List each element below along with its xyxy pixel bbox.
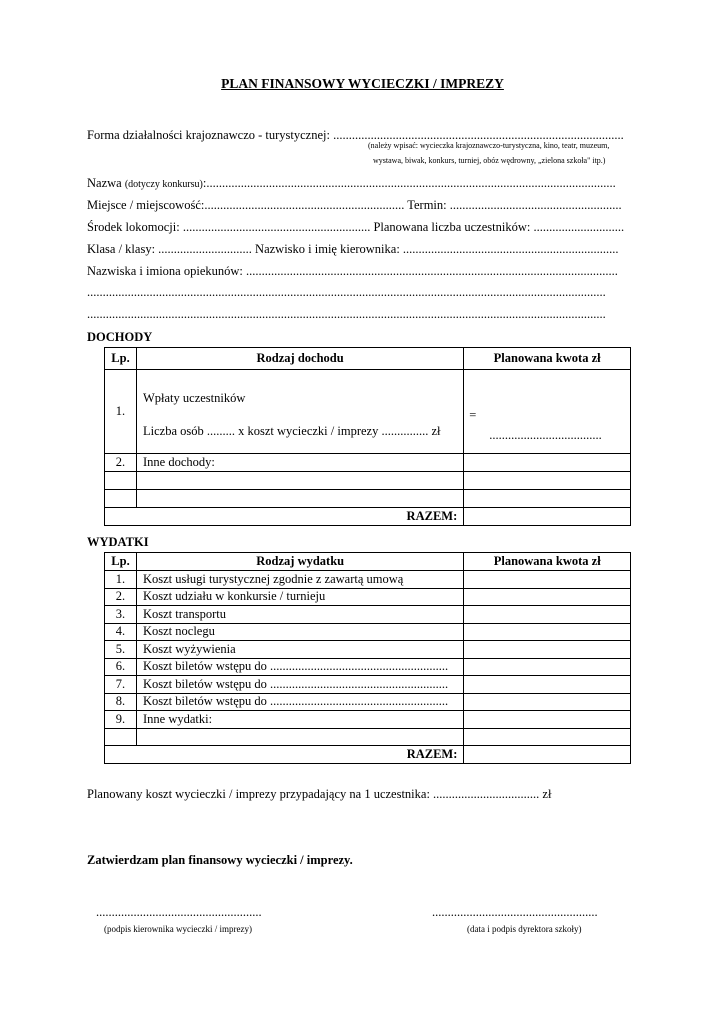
row-label[interactable]: Koszt biletów wstępu do ......................................................... (136, 658, 463, 676)
liczba-osob-line[interactable]: Liczba osób ......... x koszt wycieczki / imprezy ............... zł (142, 423, 441, 438)
opiekunowie-line[interactable]: Nazwiska i imiona opiekunów: ....................................................................................................................... (87, 264, 618, 278)
row-label: Koszt usługi turystycznej zgodnie z zawartą umową (136, 571, 463, 589)
kwota-dots[interactable]: .................................... (489, 428, 602, 442)
row-kwota-cell[interactable] (464, 711, 631, 729)
row-lp: 4. (105, 623, 137, 641)
nazwa-note: (dotyczy konkursu) (124, 179, 203, 190)
row-lp: 6. (105, 658, 137, 676)
row-lp: 9. (105, 711, 137, 729)
table-row (105, 728, 631, 746)
header-kwota: Planowana kwota zł (464, 553, 631, 571)
table-row (105, 693, 631, 711)
row-label: Koszt transportu (136, 606, 463, 624)
table-row (105, 623, 631, 641)
header-lp: Lp. (105, 348, 137, 370)
header-lp: Lp. (105, 553, 137, 571)
row-lp: 2. (105, 588, 137, 606)
header-rodzaj-wydatku: Rodzaj wydatku (136, 553, 463, 571)
razem-value-cell[interactable] (464, 508, 631, 526)
row-label[interactable]: Inne dochody: (136, 454, 463, 472)
razem-row (105, 746, 631, 764)
table-header-row (105, 348, 631, 370)
table-row (105, 490, 631, 508)
signature-right-dots[interactable]: ..................................................... (432, 905, 598, 919)
page-title: PLAN FINANSOWY WYCIECZKI / IMPREZY (221, 76, 504, 91)
row-label[interactable] (136, 472, 463, 490)
row-kwota-cell[interactable] (464, 588, 631, 606)
row-kwota-cell[interactable] (464, 490, 631, 508)
row-lp (105, 728, 137, 746)
row-kwota-cell[interactable] (464, 658, 631, 676)
row-label[interactable]: Koszt biletów wstępu do ......................................................... (136, 693, 463, 711)
row-label[interactable]: Inne wydatki: (136, 711, 463, 729)
row-lp (105, 472, 137, 490)
row-kwota-cell[interactable] (464, 676, 631, 694)
table-row (105, 571, 631, 589)
wydatki-table (104, 552, 631, 764)
table-row (105, 454, 631, 472)
razem-label: RAZEM: (105, 508, 464, 526)
table-row (105, 472, 631, 490)
row-kwota-cell[interactable] (464, 693, 631, 711)
razem-row (105, 508, 631, 526)
nazwa-line[interactable] (87, 176, 616, 191)
row-kwota-cell[interactable] (464, 623, 631, 641)
signature-left-caption: (podpis kierownika wycieczki / imprezy) (104, 924, 252, 934)
row-lp: 8. (105, 693, 137, 711)
row-lp: 1. (105, 370, 137, 454)
row-kwota-cell[interactable] (464, 454, 631, 472)
header-kwota: Planowana kwota zł (464, 348, 631, 370)
row-kwota-cell[interactable] (464, 472, 631, 490)
table-row (105, 606, 631, 624)
forma-line[interactable]: Forma działalności krajoznawczo - turystycznej: ............................................................................................. (87, 128, 624, 142)
miejsce-termin-line[interactable]: Miejsce / miejscowość:................................................................ Termin: ....................................................... (87, 198, 622, 212)
row-kwota-cell[interactable] (464, 370, 631, 454)
row-kwota-cell[interactable] (464, 728, 631, 746)
equals-sign: = (469, 408, 477, 422)
table-row (105, 641, 631, 659)
table-row (105, 588, 631, 606)
dochody-heading: DOCHODY (87, 330, 153, 344)
header-rodzaj-dochodu: Rodzaj dochodu (136, 348, 463, 370)
row-wplaty-cell[interactable] (136, 370, 463, 454)
row-kwota-cell[interactable] (464, 571, 631, 589)
signature-left-dots[interactable]: ..................................................... (96, 905, 262, 919)
forma-note-1: (należy wpisać: wycieczka krajoznawczo-turystyczna, kino, teatr, muzeum, (368, 141, 610, 150)
koszt-per-uczestnik-line[interactable]: Planowany koszt wycieczki / imprezy przypadający na 1 uczestnika: .................................. zł (87, 787, 552, 801)
srodek-lokomocji-line[interactable]: Środek lokomocji: ............................................................ Planowana liczba uczestników: ............................. (87, 220, 625, 234)
nazwa-label: Nazwa (87, 176, 122, 190)
razem-value-cell[interactable] (464, 746, 631, 764)
table-row (105, 658, 631, 676)
table-header-row (105, 553, 631, 571)
table-row (105, 711, 631, 729)
table-row (105, 370, 631, 454)
row-lp: 2. (105, 454, 137, 472)
nazwa-dots: :................................................................................................................................... (202, 176, 616, 190)
row-label[interactable] (136, 728, 463, 746)
zatwierdzam-line: Zatwierdzam plan finansowy wycieczki / imprezy. (87, 853, 353, 867)
row-lp: 1. (105, 571, 137, 589)
row-lp: 3. (105, 606, 137, 624)
row-lp: 5. (105, 641, 137, 659)
klasa-kierownik-line[interactable]: Klasa / klasy: .............................. Nazwisko i imię kierownika: ..................................................................... (87, 242, 619, 256)
dots-line-2[interactable]: ...................................................................................................................................................................... (87, 307, 606, 321)
dochody-table (104, 347, 631, 526)
row-label: Koszt noclegu (136, 623, 463, 641)
row-kwota-cell[interactable] (464, 641, 631, 659)
row-kwota-cell[interactable] (464, 606, 631, 624)
row-label: Koszt udziału w konkursie / turnieju (136, 588, 463, 606)
row-lp (105, 490, 137, 508)
row-label[interactable] (136, 490, 463, 508)
wplaty-label: Wpłaty uczestników (142, 390, 246, 405)
signature-right-caption: (data i podpis dyrektora szkoły) (467, 924, 582, 934)
razem-label: RAZEM: (105, 746, 464, 764)
row-lp: 7. (105, 676, 137, 694)
dots-line-1[interactable]: ...................................................................................................................................................................... (87, 285, 606, 299)
forma-note-2: wystawa, biwak, konkurs, turniej, obóz wędrowny, „zielona szkoła" itp.) (373, 156, 606, 165)
wydatki-heading: WYDATKI (87, 535, 149, 549)
row-label[interactable]: Koszt biletów wstępu do ......................................................... (136, 676, 463, 694)
row-label: Koszt wyżywienia (136, 641, 463, 659)
table-row (105, 676, 631, 694)
